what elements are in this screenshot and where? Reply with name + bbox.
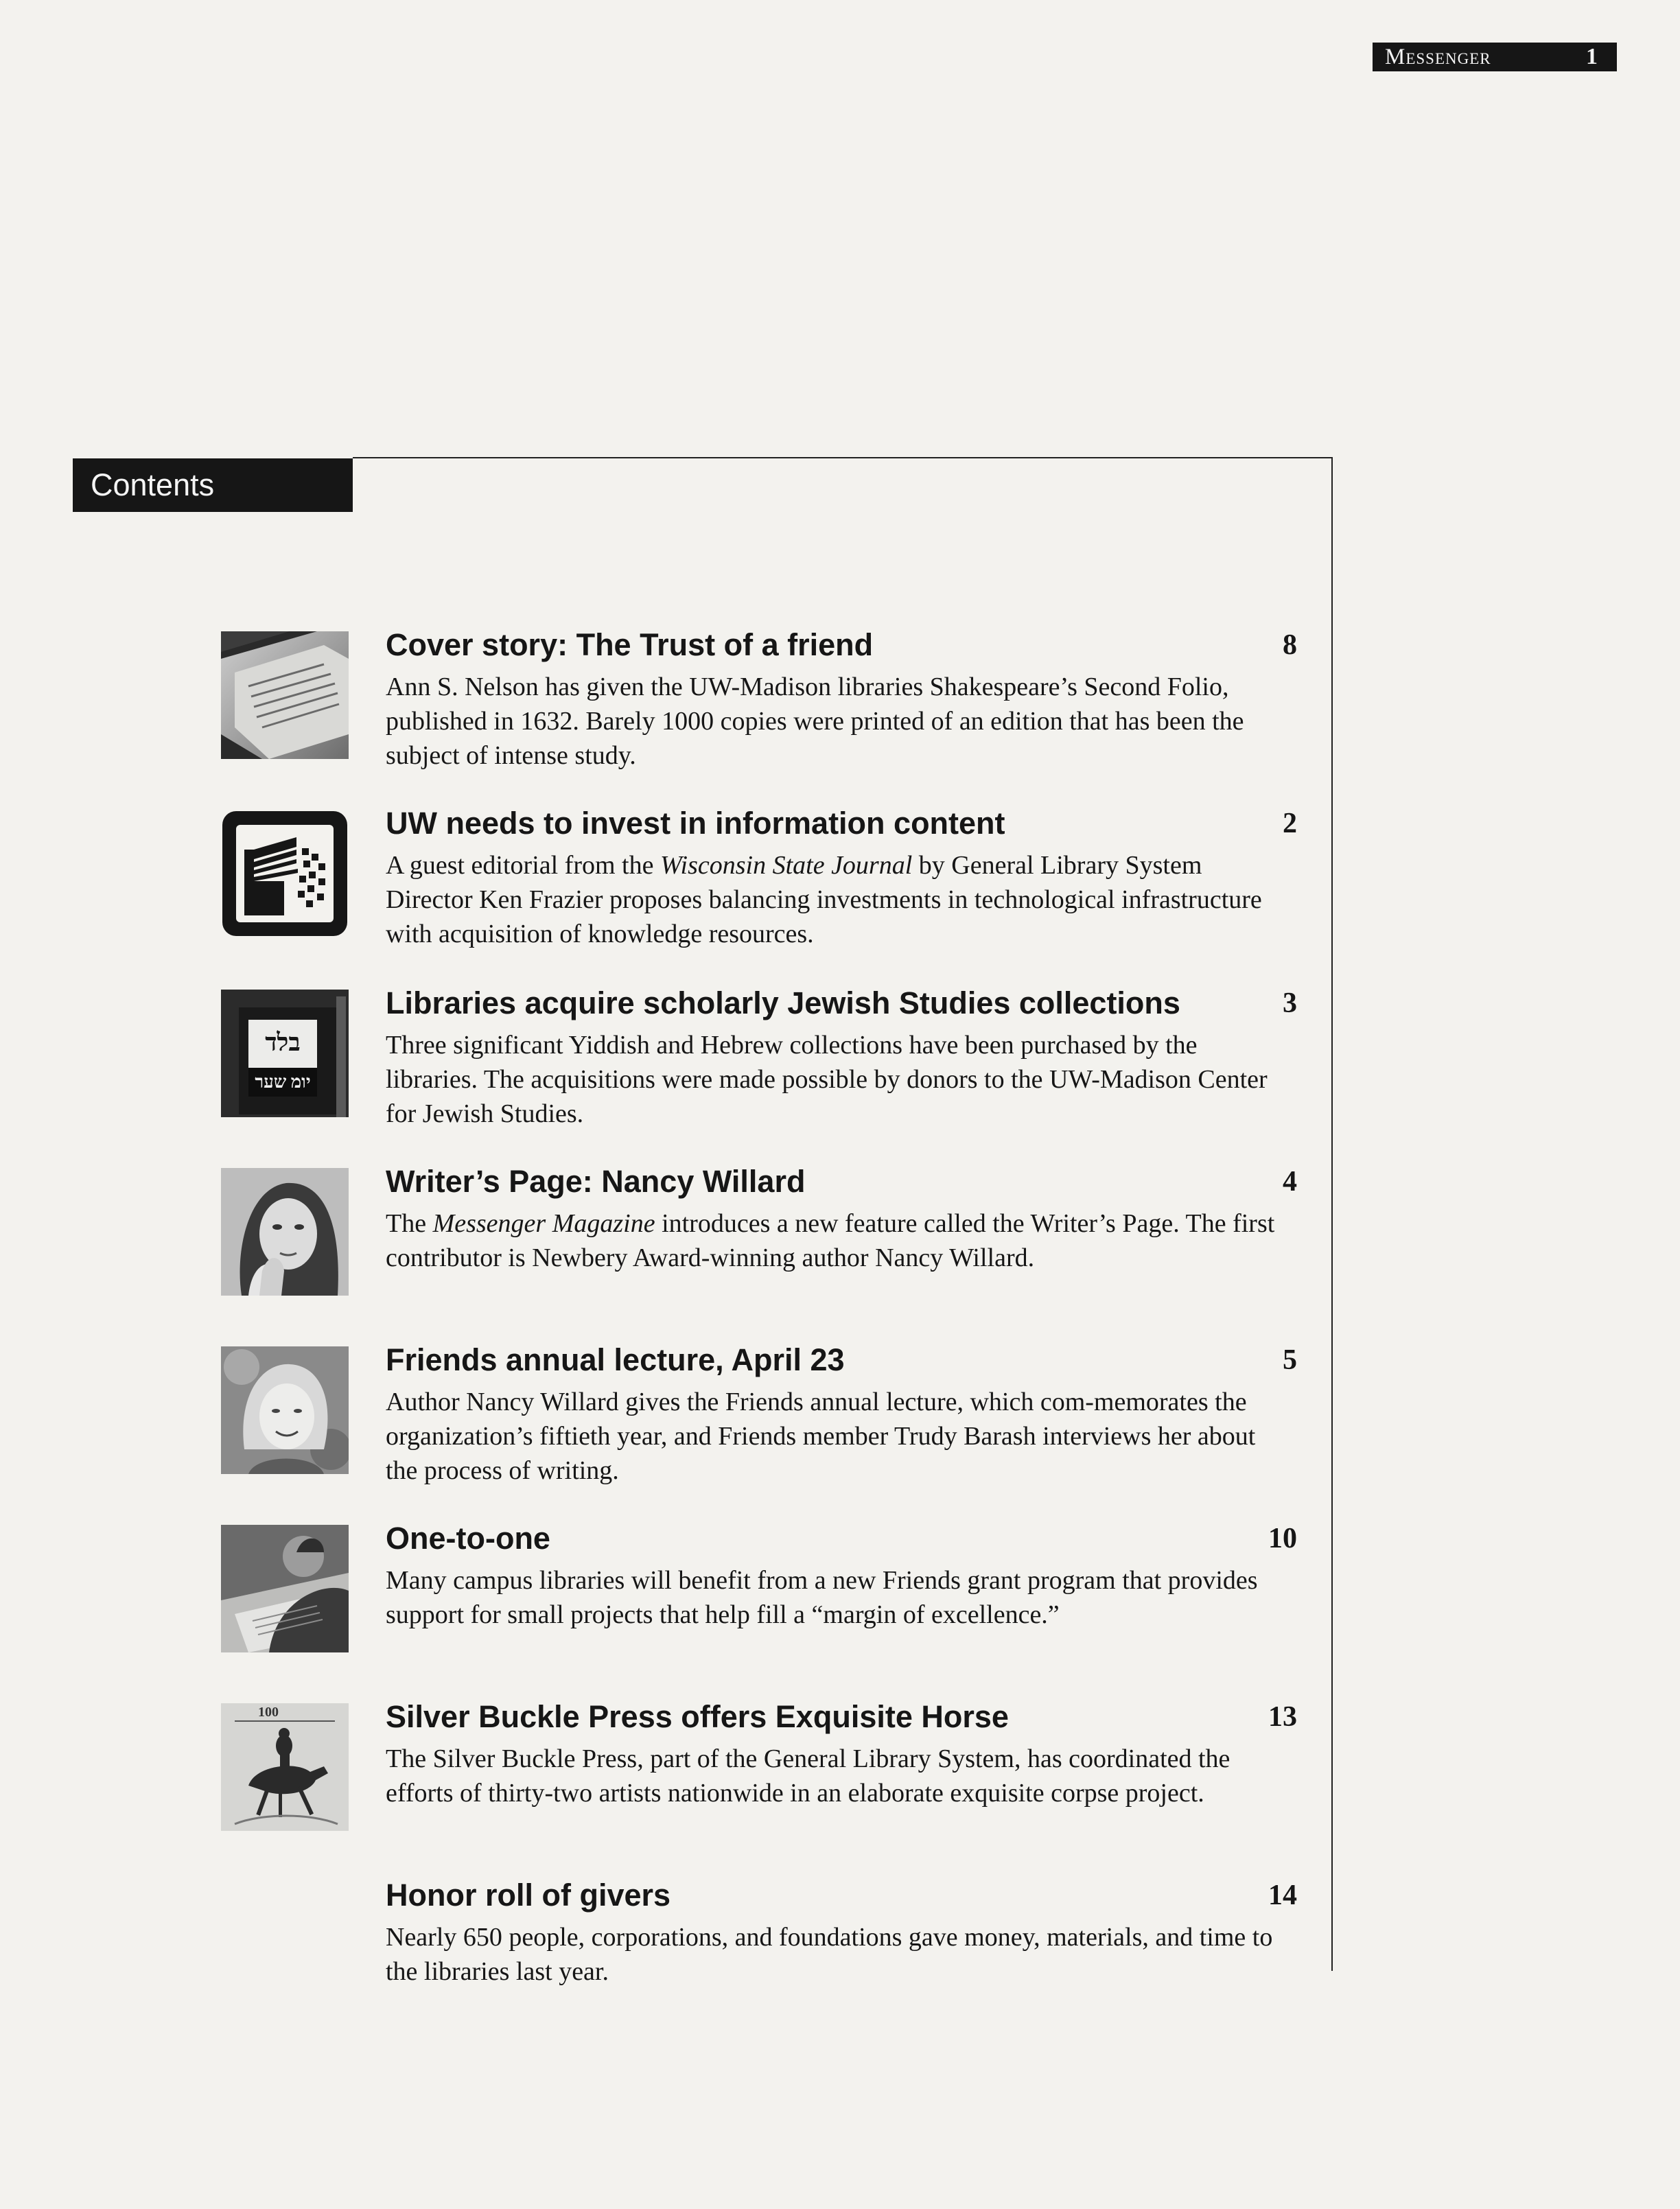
hebrew-subtitle-text: יומ שער	[255, 1072, 311, 1092]
contents-heading: Contents	[73, 458, 353, 512]
running-header	[1373, 43, 1617, 71]
entry-description: Author Nancy Willard gives the Friends annual lecture, which com-memorates the organization’s fiftieth year, and Friends member Trudy Barash interviews her about the process of writing.	[386, 1388, 1256, 1485]
entry-description: Many campus libraries will benefit from a new Friends grant program that provides support for small projects that help fill a “margin of excellence.”	[386, 1566, 1258, 1629]
person-reading-photo	[221, 1525, 349, 1652]
book-pages-digital-icon	[221, 810, 349, 937]
contents-entry[interactable]	[0, 1521, 1680, 1662]
entry-description: Ann S. Nelson has given the UW-Madison libraries Shakespeare’s Second Folio, published in 1632. Barely 1000 copies were printed of an edition that has been the subject of intense study.	[386, 673, 1244, 770]
nancy-willard-portrait	[221, 1168, 349, 1296]
entry-description: The Silver Buckle Press, part of the General Library System, has coordinated the efforts of thirty-two artists nationwide in an elaborate exquisite corpse project.	[386, 1744, 1230, 1808]
contents-entry[interactable]	[0, 1342, 1680, 1485]
entry-description: Nearly 650 people, corporations, and foundations gave money, materials, and time to the libraries last year.	[386, 1923, 1273, 1986]
entry-title[interactable]: Cover story: The Trust of a friend	[386, 627, 874, 662]
publication-title: Messenger	[1385, 44, 1491, 69]
publication-name: Wisconsin State Journal	[660, 851, 913, 880]
entry-description: Three significant Yiddish and Hebrew collections have been purchased by the libraries. The acquisitions were made possible by donors to the UW-Madison Center for Jewish Studies.	[386, 1031, 1268, 1128]
contents-entry[interactable]	[0, 1699, 1680, 1840]
entry-page-number: 14	[1268, 1880, 1297, 1911]
entry-page-number: 8	[1283, 629, 1297, 661]
entry-title[interactable]: UW needs to invest in information content	[386, 806, 1005, 841]
entry-description: A guest editorial from the Wisconsin State Journal by General Library System Director Ken Frazier proposes balancing investments in technological infrastructure with acquisition of knowledge resources.	[386, 851, 1262, 948]
entry-title[interactable]: Silver Buckle Press offers Exquisite Horse	[386, 1699, 1009, 1734]
entry-page-number: 13	[1268, 1701, 1297, 1733]
contents-entry[interactable]	[0, 1878, 1680, 2019]
publication-name: Messenger Magazine	[432, 1209, 655, 1238]
entry-page-number: 4	[1283, 1166, 1297, 1197]
open-folio-book-photo	[221, 631, 349, 759]
contents-entry[interactable]	[0, 985, 1680, 1128]
horse-rider-engraving	[221, 1703, 349, 1831]
entry-title[interactable]: One-to-one	[386, 1521, 550, 1556]
contents-entry[interactable]	[0, 1164, 1680, 1305]
hebrew-title-text: בלד	[265, 1029, 301, 1056]
hebrew-book-cover	[221, 990, 349, 1117]
entry-title[interactable]: Writer’s Page: Nancy Willard	[386, 1164, 806, 1199]
author-portrait-smiling	[221, 1346, 349, 1474]
contents-entry[interactable]	[0, 806, 1680, 948]
entry-title[interactable]: Libraries acquire scholarly Jewish Studies collections	[386, 985, 1180, 1020]
engraving-number: 100	[258, 1705, 279, 1720]
entry-page-number: 3	[1283, 987, 1297, 1019]
entry-page-number: 5	[1283, 1344, 1297, 1376]
entry-description: The Messenger Magazine introduces a new feature called the Writer’s Page. The first contributor is Newbery Award-winning author Nancy Willard.	[386, 1209, 1275, 1272]
contents-frame-top-rule	[353, 457, 1333, 458]
entry-title[interactable]: Friends annual lecture, April 23	[386, 1342, 845, 1377]
entry-page-number: 10	[1268, 1523, 1297, 1554]
page-number: 1	[1586, 44, 1598, 69]
entry-title[interactable]: Honor roll of givers	[386, 1878, 671, 1913]
entry-page-number: 2	[1283, 808, 1297, 839]
contents-entry[interactable]	[0, 627, 1680, 770]
